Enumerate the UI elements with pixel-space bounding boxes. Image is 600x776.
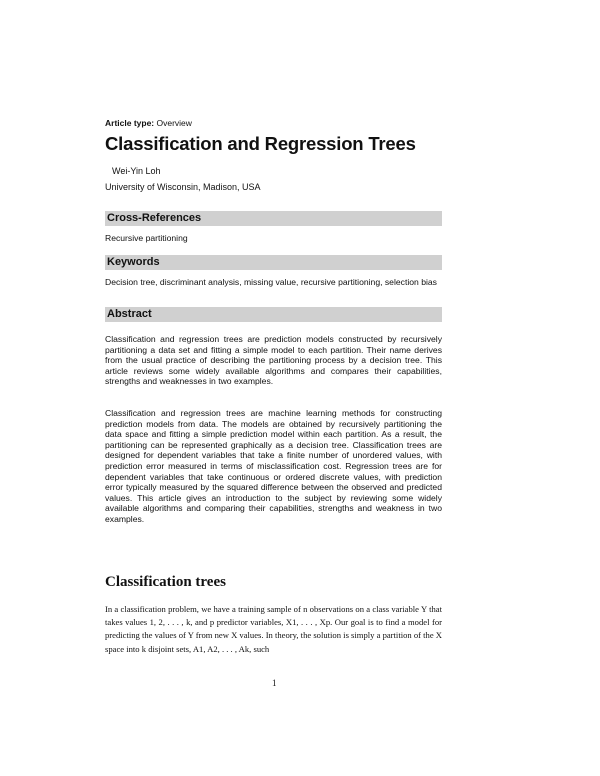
keywords-heading: Keywords [105,255,442,270]
article-type [105,118,192,128]
article-type-value: Overview [156,118,192,128]
author-affiliation: University of Wisconsin, Madison, USA [105,182,261,192]
author-name: Wei-Yin Loh [112,166,161,176]
cross-references-text: Recursive partitioning [105,233,188,243]
abstract-text: Classification and regression trees are prediction models constructed by recursively partitioning a data set and fitting a simple model to each partition. Their name derives from the usual practice of describing the partitioning process by a decision tree. This article reviews some widely available algorithms and compares their capabilities, strengths and weaknesses in two examples. [105,334,442,387]
page-number: 1 [272,678,277,688]
cross-references-heading: Cross-References [105,211,442,226]
article-type-label: Article type: [105,118,155,128]
paper-title: Classification and Regression Trees [105,133,416,154]
intro-paragraph: Classification and regression trees are machine learning methods for constructing prediction models from data. The models are obtained by recursively partitioning the data space and fitting a simple prediction model within each partition. As a result, the partitioning can be represented graphically as a decision tree. Classification trees are designed for dependent variables that take a finite number of unordered values, with prediction error measured in terms of misclassification cost. Regression trees are for dependent variables that take continuous or ordered discrete values, with prediction error typically measured by the squared difference between the observed and predicted values. This article gives an introduction to the subject by reviewing some widely available algorithms and comparing their capabilities, strengths and weakness in two examples. [105,408,442,524]
abstract-heading: Abstract [105,307,442,322]
classification-trees-heading: Classification trees [105,574,226,590]
keywords-text: Decision tree, discriminant analysis, missing value, recursive partitioning, selection bias [105,277,437,287]
classification-trees-paragraph: In a classification problem, we have a training sample of n observations on a class variable Y that takes values 1, 2, . . . , k, and p predictor variables, X1, . . . , Xp. Our goal is to find a model for predicting the values of Y from new X values. In theory, the solution is simply a partition of the X space into k disjoint sets, A1, A2, . . . , Ak, such [105,604,442,654]
